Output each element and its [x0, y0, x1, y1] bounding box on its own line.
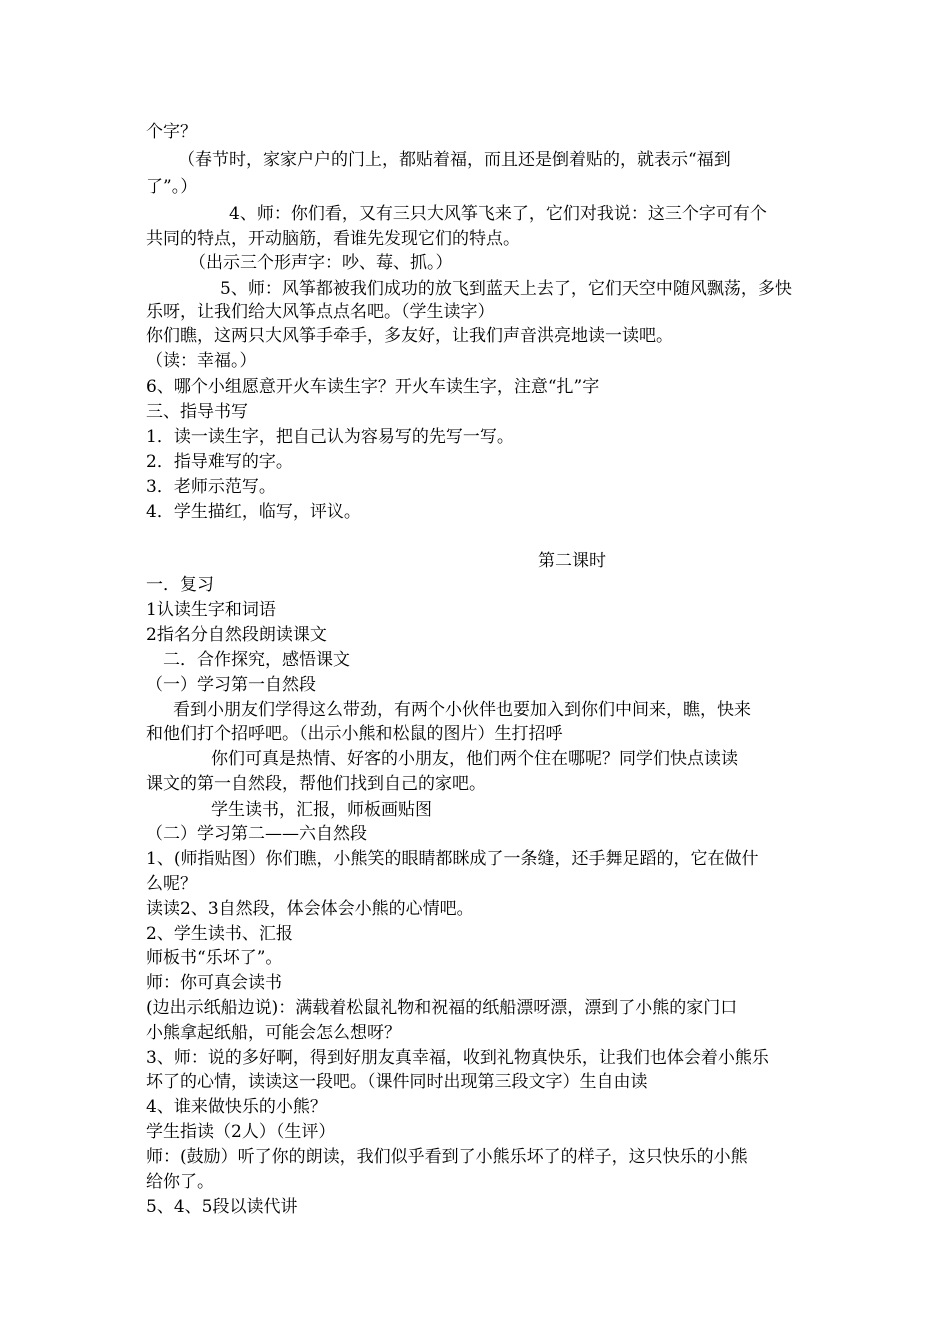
text-line: 5、师：风筝都被我们成功的放飞到蓝天上去了，它们天空中随风飘荡，多快	[220, 279, 792, 299]
list-item: 1．读一读生字，把自己认为容易写的先写一写。	[146, 427, 514, 447]
lesson-title: 第二课时	[538, 551, 606, 571]
list-item: 2．指导难写的字。	[146, 452, 293, 472]
subsection-heading: （一）学习第一自然段	[146, 675, 316, 695]
section-heading: 一．复习	[146, 575, 214, 595]
text-line: 5、4、5段以读代讲	[146, 1197, 298, 1217]
text-line: 6、哪个小组愿意开火车读生字？开火车读生字，注意“扎”字	[146, 377, 600, 397]
text-line: 共同的特点，开动脑筋，看谁先发现它们的特点。	[146, 229, 520, 249]
text-line: 1、(师指贴图）你们瞧，小熊笑的眼睛都眯成了一条缝，还手舞足蹈的，它在做什	[146, 849, 759, 869]
text-line: (边出示纸船边说)：满载着松鼠礼物和祝福的纸船漂呀漂，漂到了小熊的家门口	[146, 998, 738, 1018]
text-line: 了”。）	[146, 177, 198, 197]
text-line: 师：(鼓励）听了你的朗读，我们似乎看到了小熊乐坏了的样子，这只快乐的小熊	[146, 1147, 748, 1167]
section-heading: 三、指导书写	[146, 402, 248, 422]
text-line: 你们可真是热情、好客的小朋友，他们两个住在哪呢？同学们快点读读	[211, 749, 738, 769]
text-line: 学生指读（2人）（生评）	[146, 1122, 336, 1142]
text-line: 坏了的心情，读读这一段吧。（课件同时出现第三段文字）生自由读	[146, 1072, 648, 1092]
text-line: （出示三个形声字：吵、莓、抓。）	[189, 253, 453, 273]
text-line: 师：你可真会读书	[146, 973, 282, 993]
text-line: 4、师：你们看，又有三只大风筝飞来了，它们对我说：这三个字可有个	[229, 204, 767, 224]
text-line: 3、师：说的多好啊，得到好朋友真幸福，收到礼物真快乐，让我们也体会着小熊乐	[146, 1048, 769, 1068]
text-line: 乐呀，让我们给大风筝点点名吧。（学生读字）	[146, 302, 495, 322]
text-line: 个字？	[146, 122, 197, 142]
list-item: 1认读生字和词语	[146, 600, 276, 620]
text-line: 课文的第一自然段，帮他们找到自己的家吧。	[146, 774, 486, 794]
text-line: 4、谁来做快乐的小熊？	[146, 1097, 327, 1117]
list-item: 4．学生描红，临写，评议。	[146, 502, 361, 522]
text-line: （读：幸福。）	[146, 351, 257, 371]
text-line: 2、学生读书、汇报	[146, 924, 293, 944]
text-line: 和他们打个招呼吧。（出示小熊和松鼠的图片）生打招呼	[146, 724, 563, 744]
text-line: 读读2、3自然段，体会体会小熊的心情吧。	[146, 899, 474, 919]
text-line: 你们瞧，这两只大风筝手牵手，多友好，让我们声音洪亮地读一读吧。	[146, 326, 673, 346]
text-line: 给你了。	[146, 1172, 214, 1192]
list-item: 3．老师示范写。	[146, 477, 276, 497]
text-line: （春节时，家家户户的门上，都贴着福，而且还是倒着贴的，就表示“福到	[178, 150, 731, 170]
text-line: 师板书“乐坏了”。	[146, 948, 283, 968]
text-line: 么呢？	[146, 874, 197, 894]
subsection-heading: （二）学习第二——六自然段	[146, 824, 367, 844]
section-heading: 二．合作探究，感悟课文	[163, 650, 350, 670]
text-line: 看到小朋友们学得这么带劲，有两个小伙伴也要加入到你们中间来，瞧，快来	[173, 700, 751, 720]
text-line: 学生读书，汇报，师板画贴图	[211, 800, 432, 820]
list-item: 2指名分自然段朗读课文	[146, 625, 327, 645]
text-line: 小熊拿起纸船，可能会怎么想呀？	[146, 1023, 401, 1043]
